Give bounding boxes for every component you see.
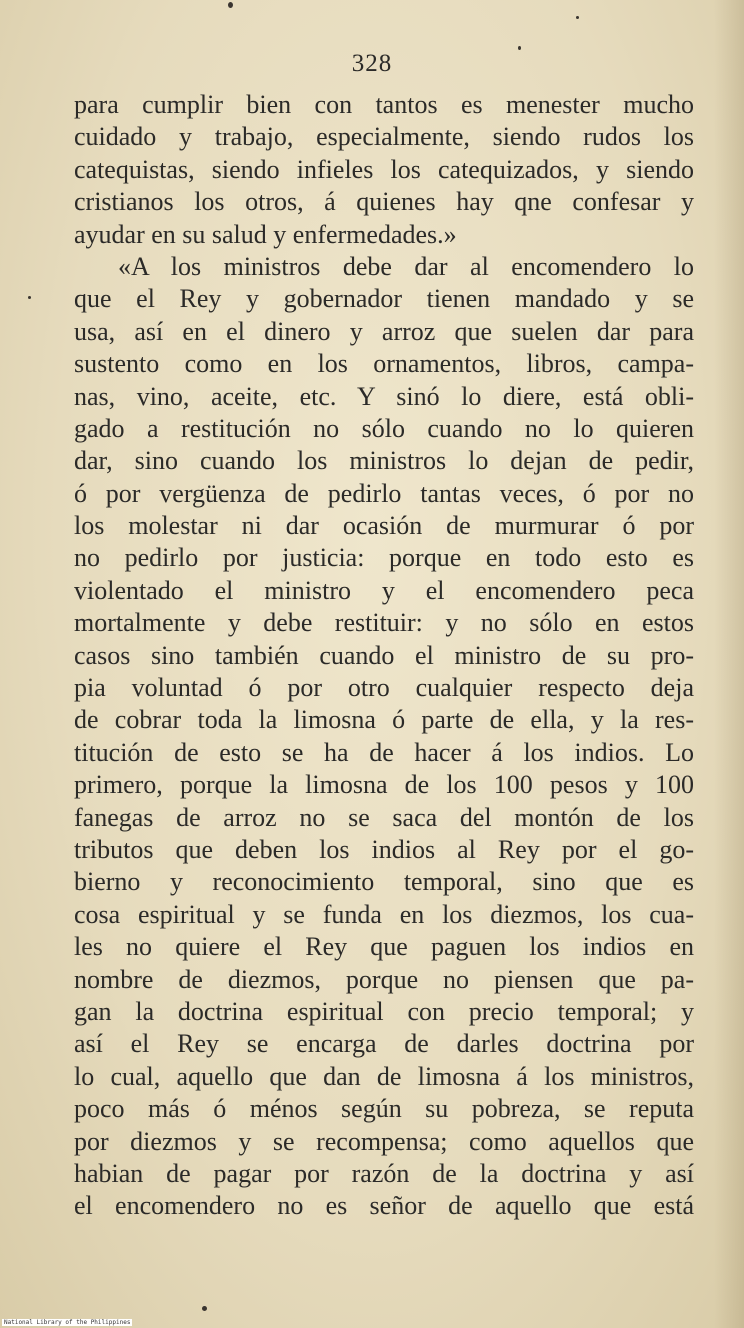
ink-speck	[576, 16, 579, 19]
text-line: dar, sino cuando los ministros lo dejan de pedir,	[74, 446, 694, 476]
text-line: cosa espiritual y se funda en los diezmos, los cua-	[74, 899, 694, 929]
text-line: pia voluntad ó por otro cualquier respecto deja	[74, 673, 694, 703]
text-line: no pedirlo por justicia: porque en todo esto es	[74, 543, 694, 573]
text-line: los molestar ni dar ocasión de murmurar ó por	[74, 511, 694, 541]
text-line: primero, porque la limosna de los 100 pesos y 100	[74, 770, 694, 800]
text-line: titución de esto se ha de hacer á los indios. Lo	[74, 737, 694, 767]
text-line: usa, así en el dinero y arroz que suelen dar para	[74, 316, 694, 346]
ink-speck	[228, 2, 233, 8]
text-line: «A los ministros debe dar al encomendero lo	[118, 251, 694, 281]
text-line: casos sino también cuando el ministro de su pro-	[74, 640, 694, 670]
text-line: ó por vergüenza de pedirlo tantas veces, ó por no	[74, 478, 694, 508]
library-watermark: National Library of the Philippines	[4, 1319, 131, 1326]
text-line: ayudar en su salud y enfermedades.»	[74, 219, 457, 249]
text-line: tributos que deben los indios al Rey por el go-	[74, 834, 694, 864]
text-line: lo cual, aquello que dan de limosna á los ministros,	[74, 1061, 694, 1091]
text-line: cuidado y trabajo, especialmente, siendo rudos los	[74, 122, 694, 152]
page-edge-shadow	[714, 0, 744, 1328]
text-line: violentado el ministro y el encomendero peca	[74, 575, 694, 605]
text-line: habian de pagar por razón de la doctrina y así	[74, 1158, 694, 1188]
text-line: el encomendero no es señor de aquello que está	[74, 1191, 694, 1221]
body-text	[74, 89, 694, 1223]
text-line: para cumplir bien con tantos es menester mucho	[74, 90, 694, 119]
text-line: por diezmos y se recompensa; como aquellos que	[74, 1126, 694, 1156]
text-line: les no quiere el Rey que paguen los indios en	[74, 932, 694, 962]
text-line: así el Rey se encarga de darles doctrina por	[74, 1029, 694, 1059]
ink-speck	[202, 1306, 207, 1311]
text-line: sustento como en los ornamentos, libros, campa-	[74, 349, 694, 379]
text-line: gado a restitución no sólo cuando no lo quieren	[74, 413, 694, 443]
text-line: fanegas de arroz no se saca del montón de los	[74, 802, 694, 832]
text-line: mortalmente y debe restituir: y no sólo en estos	[74, 608, 694, 638]
text-line: catequistas, siendo infieles los catequizados, y siendo	[74, 154, 694, 184]
text-line: nas, vino, aceite, etc. Y sinó lo diere, está obli-	[74, 381, 694, 411]
text-line: nombre de diezmos, porque no piensen que pa-	[74, 964, 694, 994]
text-line: de cobrar toda la limosna ó parte de ella, y la res-	[74, 705, 694, 735]
text-line: bierno y reconocimiento temporal, sino que es	[74, 867, 694, 897]
text-line: cristianos los otros, á quienes hay qne confesar y	[74, 187, 694, 217]
text-line: que el Rey y gobernador tienen mandado y se	[74, 284, 694, 314]
ink-speck	[28, 296, 31, 299]
page-number: 328	[351, 50, 393, 77]
text-line: gan la doctrina espiritual con precio temporal; y	[74, 996, 694, 1026]
text-line: poco más ó ménos según su pobreza, se reputa	[74, 1094, 694, 1124]
